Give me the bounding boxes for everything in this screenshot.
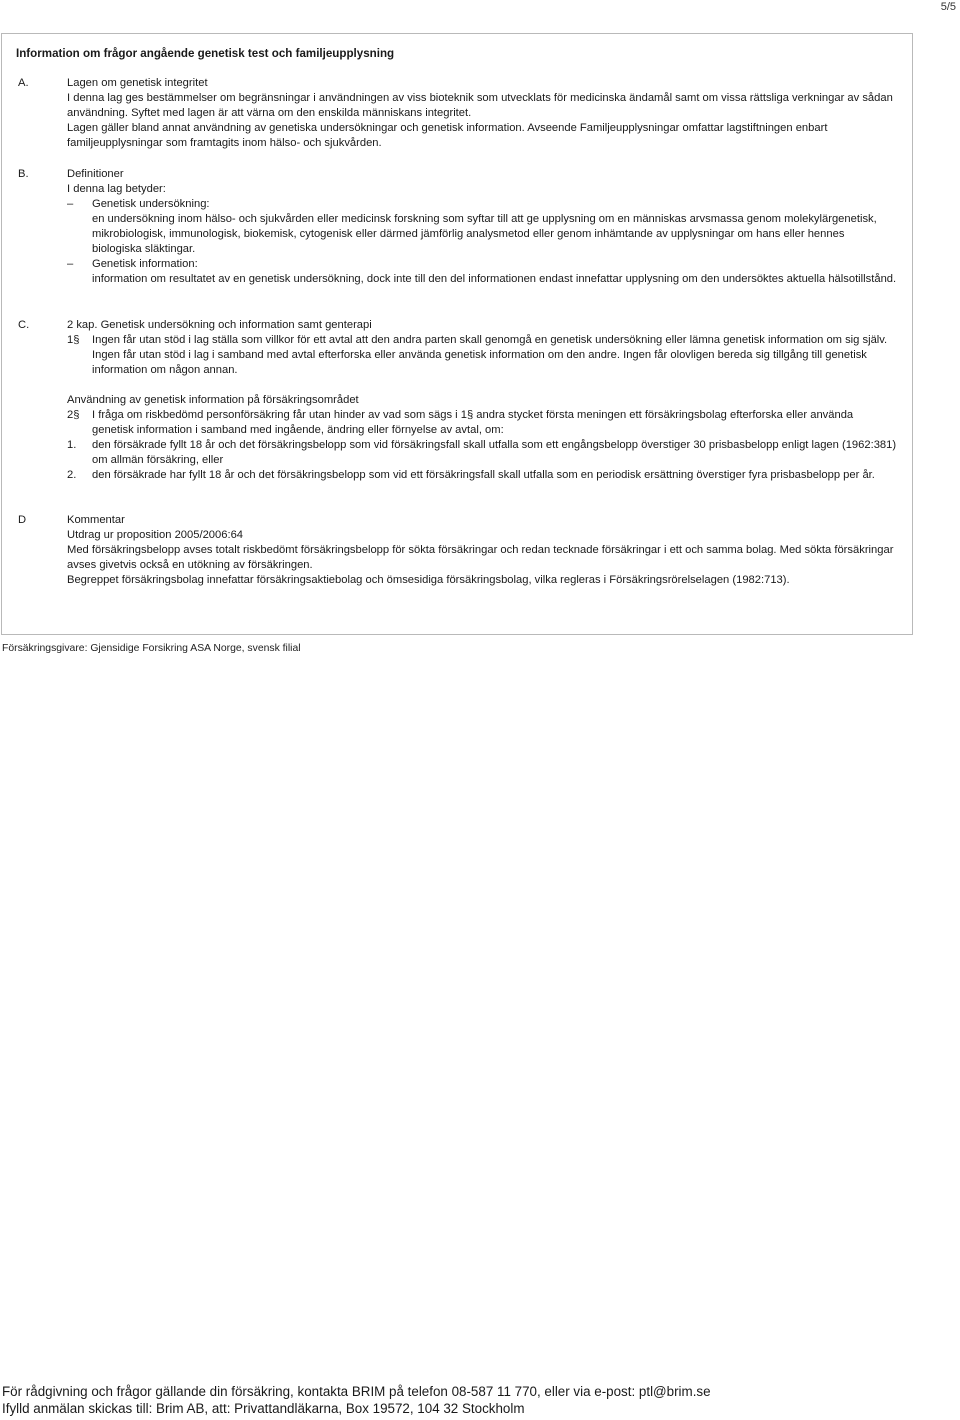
section-c-subheading: Användning av genetisk information på försäkringsområdet xyxy=(67,394,359,406)
paragraph-text: Ingen får utan stöd i lag ställa som villkor för ett avtal att den andra parten skall genomgå en genetisk undersökning eller lämna genetisk information om sig själv. Ingen får utan stöd i lag i samband med avtal efterforska eller använda genetisk information om den andre. Ingen får olovligen bereda sig tillgång till genetisk information om någon annan. xyxy=(92,334,888,376)
list-item-2 xyxy=(67,468,897,483)
section-a-letter: A. xyxy=(18,77,29,89)
document-title: Information om frågor angående genetisk test och familjeupplysning xyxy=(16,47,395,60)
section-d-body xyxy=(67,513,897,588)
list-text: den försäkrade har fyllt 18 år och det försäkringsbelopp som vid ett försäkringsfall skall utfalla som en periodisk ersättning överstiger fyra prisbasbelopp per år. xyxy=(92,469,875,481)
footer xyxy=(2,1383,711,1417)
page-number: 5/5 xyxy=(940,1,956,13)
footer-address: Ifylld anmälan skickas till: Brim AB, att: Privattandläkarna, Box 19572, 104 32 Stockholm xyxy=(2,1401,525,1416)
section-a-body xyxy=(67,76,897,151)
section-d-heading: Kommentar xyxy=(67,514,125,526)
paragraph-marker: 1§ xyxy=(67,334,80,346)
definition-genetic-test xyxy=(67,197,897,257)
paragraph-text: I fråga om riskbedömd personförsäkring får utan hinder av vad som sägs i 1§ andra stycket första meningen ett försäkringsbolag efterforska eller använda genetisk information i samband med ingående, ändring eller förnyelse av avtal, om: xyxy=(92,409,854,436)
section-c-heading: 2 kap. Genetisk undersökning och information samt genterapi xyxy=(67,319,372,331)
section-a-paragraph-2: Lagen gäller bland annat användning av genetiska undersökningar och genetisk information. Avseende Familjeupplysningar omfattar lagstiftningen enbart familjeupplysningar som framtagits inom hälso- och sjukvården. xyxy=(67,122,828,149)
list-marker: 1. xyxy=(67,439,77,451)
paragraph-2-section xyxy=(67,408,897,438)
definition-text: information om resultatet av en genetisk undersökning, dock inte till den del informationen endast innefattar upplysning om den undersöktes aktuella hälsotillstånd. xyxy=(92,273,897,285)
section-b-body xyxy=(67,167,897,287)
list-marker: 2. xyxy=(67,469,77,481)
list-item-1 xyxy=(67,438,897,468)
dash-marker: – xyxy=(67,198,74,210)
footer-contact: För rådgivning och frågor gällande din försäkring, kontakta BRIM på telefon 08-587 11 770, eller via e-post: ptl@brim.se xyxy=(2,1384,711,1399)
definition-term: Genetisk information: xyxy=(92,258,198,270)
definition-text: en undersökning inom hälso- och sjukvården eller medicinsk forskning som syftar till att ge upplysning om en människas arvsmassa genom molekylärgenetisk, mikrobiologisk, immunologisk, biokemisk, cytogenisk eller därmed jämförlig analysmetod eller genom inhämtande av upplysningar om hans eller hennes biologiska släktingar. xyxy=(92,213,877,255)
section-b-heading: Definitioner xyxy=(67,168,124,180)
paragraph-1-section xyxy=(67,333,897,378)
paragraph-marker: 2§ xyxy=(67,409,80,421)
spacer xyxy=(67,378,897,393)
definition-term: Genetisk undersökning: xyxy=(92,198,210,210)
section-d-line-2: Med försäkringsbelopp avses totalt riskbedömt försäkringsbelopp för sökta försäkringar och redan tecknade försäkringar i ett och samma bolag. Med sökta försäkringar avses givetvis också en utökning av försäkringen. xyxy=(67,544,894,571)
section-d-line-1: Utdrag ur proposition 2005/2006:64 xyxy=(67,529,244,541)
section-a-heading: Lagen om genetisk integritet xyxy=(67,77,208,89)
insurer-note: Försäkringsgivare: Gjensidige Forsikring ASA Norge, svensk filial xyxy=(2,643,301,654)
dash-marker: – xyxy=(67,258,74,270)
section-b-letter: B. xyxy=(18,168,29,180)
list-text: den försäkrade fyllt 18 år och det försäkringsbelopp som vid försäkringsfall skall utfalla som ett engångsbelopp överstiger 30 prisbasbelopp enligt lagen (1962:381) om allmän försäkring, eller xyxy=(92,439,897,466)
definition-genetic-information xyxy=(67,257,897,287)
section-d-letter: D xyxy=(18,514,27,526)
section-a-paragraph-1: I denna lag ges bestämmelser om begränsningar i användningen av viss bioteknik som utvecklats för medicinska ändamål samt om vissa rättsliga verkningar av sådan användning. Syftet med lagen är att värna om den enskilda människans integritet. xyxy=(67,92,893,119)
section-c-body xyxy=(67,318,897,483)
section-c-letter: C. xyxy=(18,319,30,331)
section-b-intro: I denna lag betyder: xyxy=(67,183,166,195)
section-d-line-3: Begreppet försäkringsbolag innefattar försäkringsaktiebolag och ömsesidiga försäkringsbolag, vilka regleras i Försäkringsrörelselagen (1982:713). xyxy=(67,574,790,586)
